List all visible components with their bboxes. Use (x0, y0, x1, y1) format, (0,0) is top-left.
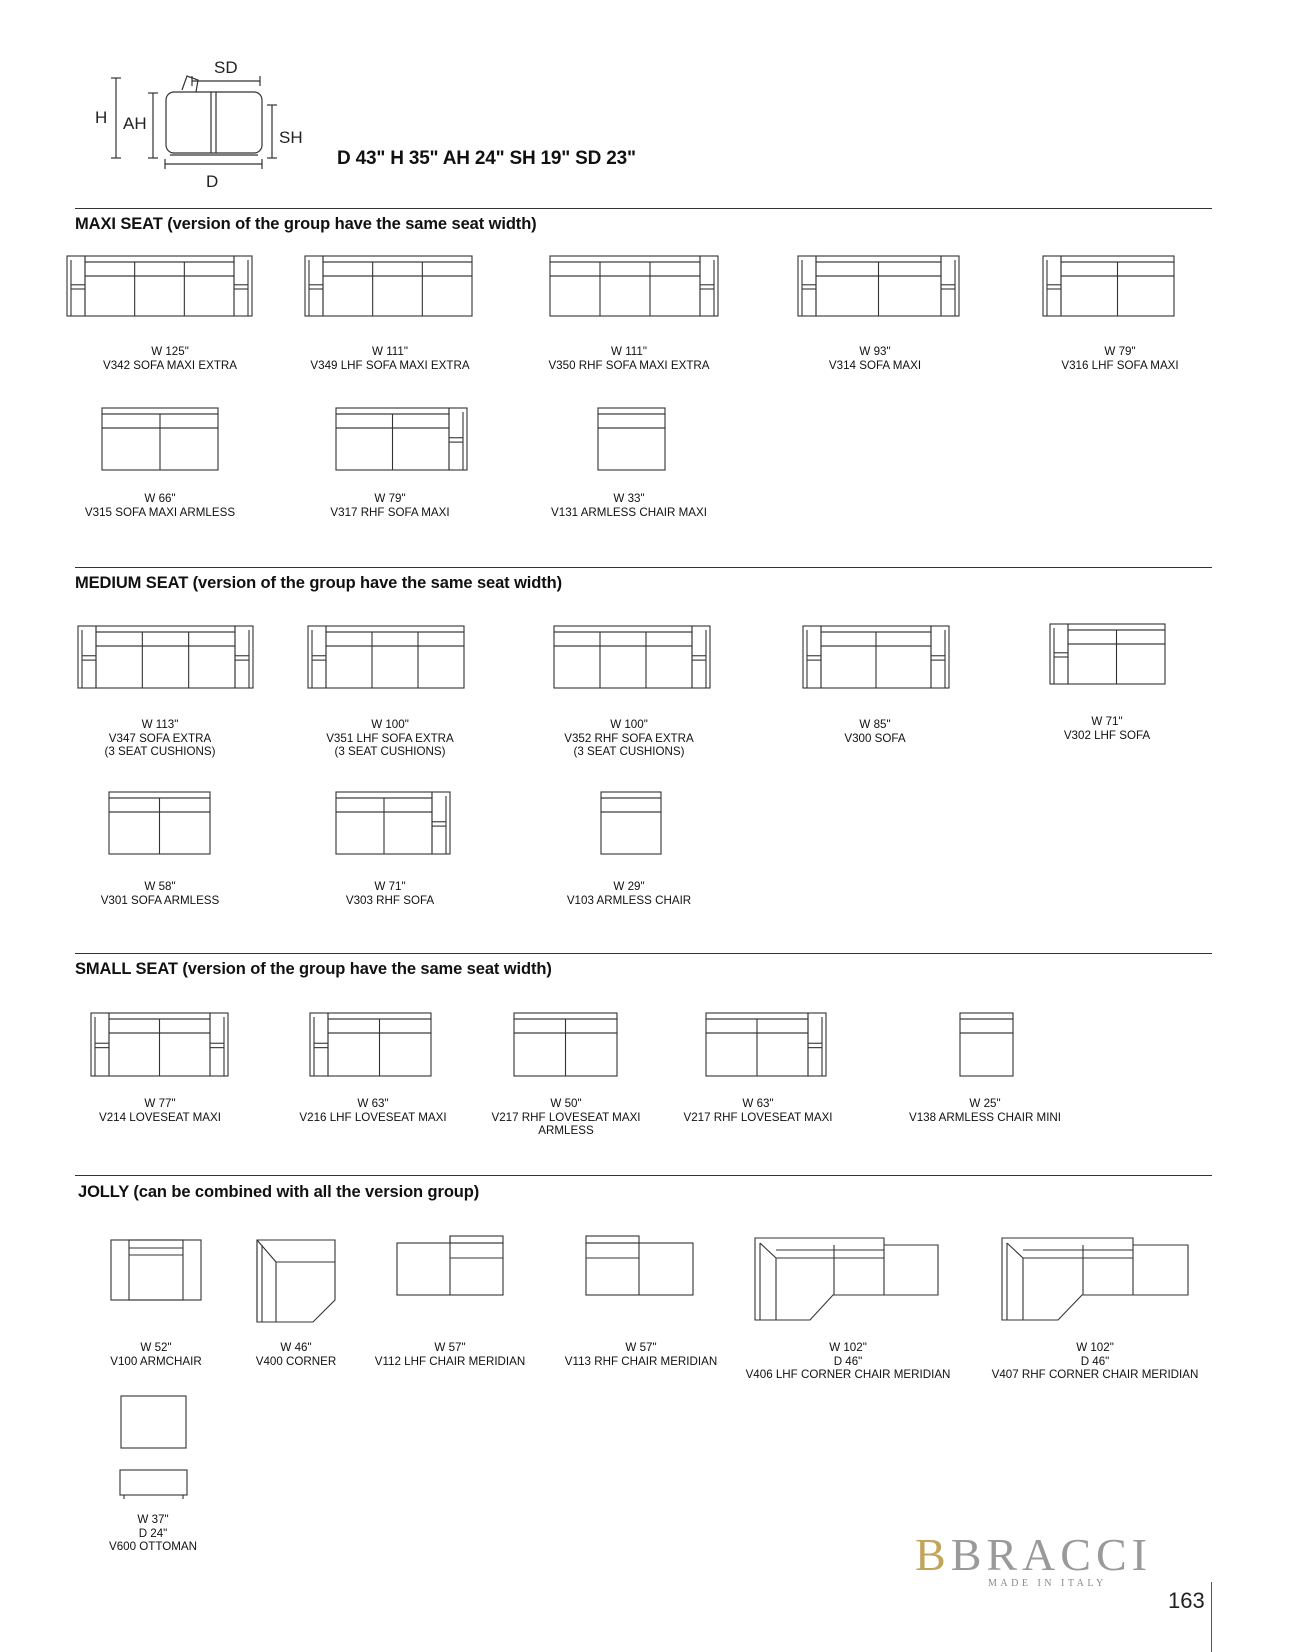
page-number: 163 (1168, 1588, 1205, 1613)
sofa-plan-drawing (308, 626, 464, 688)
product-caption: W 50" V217 RHF LOVESEAT MAXI ARMLESS (491, 1097, 641, 1137)
product-caption: W 57" V113 RHF CHAIR MERIDIAN (564, 1341, 718, 1368)
product-caption: W 33" V131 ARMLESS CHAIR MAXI (551, 492, 707, 519)
ottoman-drawing (120, 1396, 187, 1499)
lhf-corner-meridian-drawing (755, 1238, 938, 1320)
seat-depth-label: SD (214, 58, 238, 77)
small-seat-heading: SMALL SEAT (version of the group have the same seat width) (75, 960, 552, 978)
product-caption: W 63" V217 RHF LOVESEAT MAXI (683, 1097, 833, 1124)
product-caption: W 85" V300 SOFA (844, 718, 906, 745)
product-caption: W 93" V314 SOFA MAXI (828, 345, 922, 372)
sofa-plan-drawing (67, 256, 252, 316)
maxi-seat-heading: MAXI SEAT (version of the group have the same seat width) (75, 215, 537, 233)
product-caption: W 79" V316 LHF SOFA MAXI (1061, 345, 1179, 372)
sofa-plan-drawing (803, 626, 949, 688)
sofa-plan-drawing (554, 626, 710, 688)
sofa-plan-drawing (601, 792, 661, 854)
sofa-plan-drawing (91, 1013, 228, 1076)
jolly-heading: JOLLY (can be combined with all the version group) (78, 1183, 480, 1201)
page-number-rule (1211, 1582, 1212, 1652)
product-caption: W 100" V352 RHF SOFA EXTRA (3 SEAT CUSHIONS) (564, 718, 694, 758)
product-caption: W 113" V347 SOFA EXTRA (3 SEAT CUSHIONS) (104, 718, 216, 758)
rhf-corner-meridian-drawing (1002, 1238, 1188, 1320)
product-caption: W 79" V317 RHF SOFA MAXI (330, 492, 450, 519)
product-caption: W 29" V103 ARMLESS CHAIR (566, 880, 692, 907)
product-caption: W 52" V100 ARMCHAIR (110, 1341, 202, 1368)
product-caption: W 63" V216 LHF LOVESEAT MAXI (299, 1097, 447, 1124)
sofa-plan-drawing (305, 256, 472, 316)
product-caption: W 125" V342 SOFA MAXI EXTRA (102, 345, 238, 372)
product-caption: W 71" V302 LHF SOFA (1063, 715, 1151, 742)
height-label: H (95, 108, 108, 127)
product-caption: W 57" V112 LHF CHAIR MERIDIAN (374, 1341, 526, 1368)
sofa-plan-drawing (109, 792, 210, 854)
product-caption: W 58" V301 SOFA ARMLESS (100, 880, 220, 907)
sofa-plan-drawing (514, 1013, 617, 1076)
sofa-plan-drawing (102, 408, 218, 470)
product-caption: W 71" V303 RHF SOFA (345, 880, 435, 907)
product-caption: W 111" V349 LHF SOFA MAXI EXTRA (310, 345, 470, 372)
sofa-plan-drawing (78, 626, 253, 688)
product-caption: W 25" V138 ARMLESS CHAIR MINI (908, 1097, 1062, 1124)
sofa-plan-drawing (310, 1013, 431, 1076)
depth-label: D (206, 172, 219, 191)
product-caption: W 66" V315 SOFA MAXI ARMLESS (84, 492, 236, 519)
sofa-plan-drawing (798, 256, 959, 316)
medium-seat-heading: MEDIUM SEAT (version of the group have the same seat width) (75, 574, 563, 592)
brand-tagline: MADE IN ITALY (988, 1578, 1107, 1589)
sofa-plan-drawing (336, 792, 450, 854)
lhf-chair-meridian-drawing (397, 1236, 503, 1295)
overall-dimensions: D 43" H 35" AH 24" SH 19" SD 23" (337, 148, 636, 169)
sofa-plan-drawing (550, 256, 718, 316)
seat-height-label: SH (279, 128, 303, 147)
sofa-plan-drawing (960, 1013, 1013, 1076)
armchair-drawing (111, 1240, 201, 1300)
corner-drawing (257, 1240, 335, 1322)
bracci-logo: BBRACCI (915, 1529, 1152, 1580)
sofa-plan-drawing (1043, 256, 1174, 316)
sofa-plan-drawing (598, 408, 665, 470)
rhf-chair-meridian-drawing (586, 1236, 693, 1295)
product-caption: W 37" D 24" V600 OTTOMAN (108, 1513, 198, 1553)
sofa-plan-drawing (1050, 624, 1165, 684)
arm-height-label: AH (123, 114, 147, 133)
product-caption: W 46" V400 CORNER (255, 1341, 337, 1368)
product-caption: W 111" V350 RHF SOFA MAXI EXTRA (548, 345, 710, 372)
product-caption: W 77" V214 LOVESEAT MAXI (98, 1097, 221, 1124)
product-caption: W 102" D 46" V406 LHF CORNER CHAIR MERIDIAN (745, 1341, 951, 1381)
sofa-plan-drawing (706, 1013, 826, 1076)
sofa-plan-drawing (336, 408, 467, 470)
product-caption: W 102" D 46" V407 RHF CORNER CHAIR MERIDIAN (991, 1341, 1199, 1381)
product-caption: W 100" V351 LHF SOFA EXTRA (3 SEAT CUSHIONS) (326, 718, 454, 758)
